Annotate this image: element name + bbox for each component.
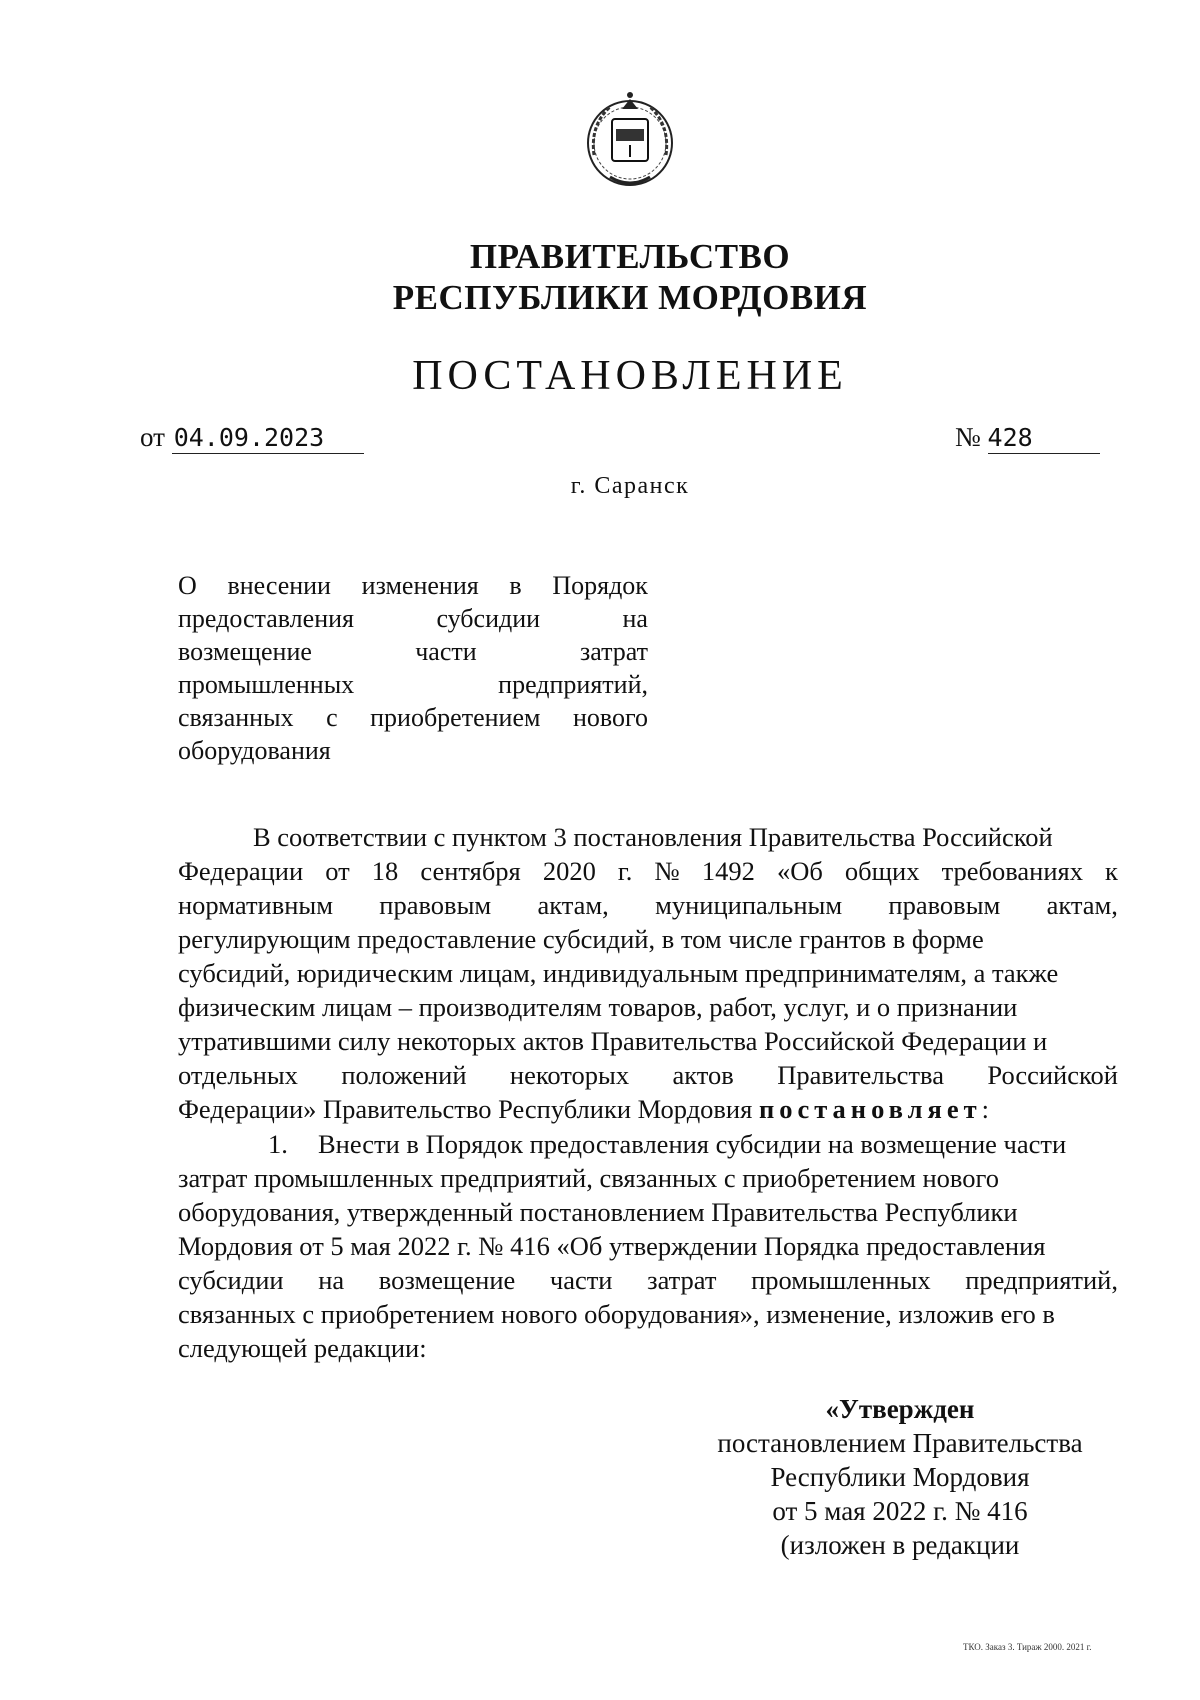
body-line: физическим лицам – производителям товаров, работ, услуг, и о признании: [178, 992, 1018, 1022]
city: г. Саранск: [570, 473, 690, 499]
body-word: субсидии: [178, 1265, 284, 1295]
subject-line: [178, 602, 648, 635]
resolution-colon: :: [981, 1094, 989, 1124]
body-word: №: [654, 856, 680, 886]
body-word: актов: [672, 1060, 734, 1090]
subject-word: субсидии: [436, 604, 541, 633]
approval-heading: «Утвержден: [825, 1394, 975, 1424]
body-word: на: [318, 1265, 345, 1295]
approval-line: постановлением Правительства: [717, 1428, 1083, 1458]
subject-line: [178, 635, 648, 668]
subject-word: Порядок: [552, 571, 648, 600]
body-word: Правительства: [777, 1060, 944, 1090]
body-line-resolution: [178, 1092, 1118, 1126]
date-row: [140, 422, 364, 454]
body-line: затрат промышленных предприятий, связанных с приобретением нового: [178, 1163, 999, 1193]
subject-word: части: [415, 637, 477, 666]
body-line: [178, 1058, 1118, 1092]
body-word: от: [325, 856, 350, 886]
body-line: [178, 1263, 1118, 1297]
date-field: [172, 422, 364, 454]
resolution-verb: постановляет: [758, 1094, 982, 1124]
body-word: предприятий,: [965, 1265, 1118, 1295]
subject-word: приобретением: [370, 703, 541, 732]
body-line: В соответствии с пунктом 3 постановления Правительства Российской: [253, 822, 1053, 852]
body-word: сентября: [420, 856, 521, 886]
approval-line: Республики Мордовия: [770, 1462, 1030, 1492]
subject-word: в: [509, 571, 522, 600]
subject-word: затрат: [579, 637, 648, 666]
document-type-title: ПОСТАНОВЛЕНИЕ: [412, 353, 848, 399]
subject-word: возмещение: [178, 637, 312, 666]
body-word: некоторых: [509, 1060, 630, 1090]
body-word: Российской: [987, 1060, 1118, 1090]
number-prefix: №: [955, 422, 981, 452]
number-field: [988, 422, 1100, 454]
body-word: возмещение: [378, 1265, 516, 1295]
body-line: оборудования, утвержденный постановлением Правительства Республики: [178, 1197, 1018, 1227]
body-word: актам,: [1046, 890, 1118, 920]
body-line: [178, 854, 1118, 888]
body-line: следующей редакции:: [178, 1333, 427, 1363]
body-word: Федерации: [178, 856, 304, 886]
approval-line: от 5 мая 2022 г. № 416: [772, 1496, 1028, 1526]
body-line: Внести в Порядок предоставления субсидии на возмещение части: [318, 1129, 1067, 1159]
subject-word: нового: [572, 703, 648, 732]
subject-line: [178, 569, 648, 602]
body-word: 2020: [542, 856, 596, 886]
body-word: части: [549, 1265, 613, 1295]
body-word: к: [1105, 856, 1118, 886]
body-word: 1492: [701, 856, 755, 886]
body-word: правовым: [379, 890, 492, 920]
body-word: г.: [617, 856, 633, 886]
body-word: 18: [371, 856, 399, 886]
subject-word: изменения: [361, 571, 479, 600]
body-line: [178, 888, 1118, 922]
body-line: Мордовия от 5 мая 2022 г. № 416 «Об утверждении Порядка предоставления: [178, 1231, 1046, 1261]
body-word: промышленных: [751, 1265, 931, 1295]
organization-title-line1: ПРАВИТЕЛЬСТВО: [469, 237, 791, 276]
subject-word: оборудования: [178, 736, 331, 765]
subject-line: [178, 701, 648, 734]
subject-line: [178, 668, 648, 701]
body-line: субсидий, юридическим лицам, индивидуальным предпринимателям, а также: [178, 958, 1059, 988]
body-line: связанных с приобретением нового оборудования», изменение, изложив его в: [178, 1299, 1055, 1329]
body-word: нормативным: [178, 890, 333, 920]
subject-line: [178, 734, 648, 767]
body-word: общих: [844, 856, 920, 886]
subject-word: промышленных: [178, 670, 355, 699]
subject-word: связанных: [178, 703, 294, 732]
subject-word: предоставления: [178, 604, 354, 633]
body-line: регулирующим предоставление субсидий, в том числе грантов в форме: [178, 924, 984, 954]
subject-word: предприятий,: [498, 670, 648, 699]
number-row: [955, 422, 1100, 454]
organization-title-line2: РЕСПУБЛИКИ МОРДОВИЯ: [392, 278, 868, 317]
subject-word: внесении: [227, 571, 331, 600]
approval-line: (изложен в редакции: [780, 1530, 1020, 1560]
body-word: положений: [341, 1060, 467, 1090]
body-word: актам,: [537, 890, 609, 920]
body-word: муниципальным: [655, 890, 843, 920]
subject-word: с: [326, 703, 338, 732]
body-line: утратившими силу некоторых актов Правительства Российской Федерации и: [178, 1026, 1048, 1056]
body-word: отдельных: [178, 1060, 298, 1090]
coat-of-arms-icon: [580, 85, 680, 195]
date-prefix: от: [140, 422, 165, 452]
body-word: затрат: [647, 1265, 717, 1295]
item-number: 1.: [268, 1129, 288, 1159]
date-value: 04.09.2023: [173, 423, 325, 452]
print-info: ТКО. Заказ 3. Тираж 2000. 2021 г.: [963, 1642, 1092, 1652]
subject-word: на: [622, 604, 648, 633]
resolution-text: Федерации» Правительство Республики Мордовия: [178, 1094, 753, 1124]
number-value: 428: [987, 423, 1033, 452]
subject-word: О: [178, 571, 197, 600]
body-word: «Об: [776, 856, 823, 886]
body-word: требованиях: [941, 856, 1083, 886]
body-word: правовым: [888, 890, 1001, 920]
